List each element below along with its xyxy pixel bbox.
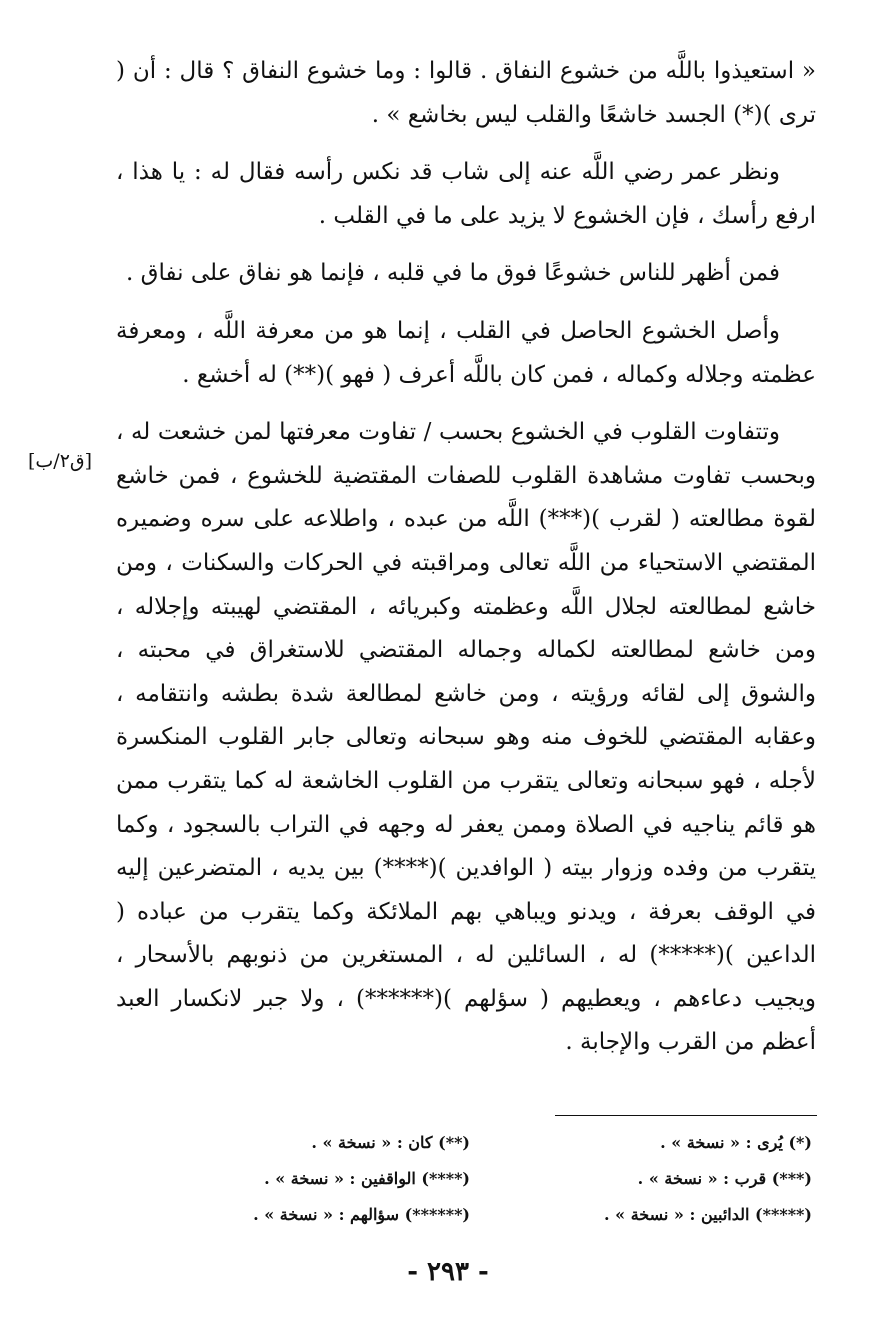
footnote-2 [311, 1132, 470, 1154]
footnote-text: يُرى : « نسخة » . [660, 1133, 783, 1152]
paragraph-1: « استعيذوا باللَّه من خشوع النفاق . قالوا : وما خشوع النفاق ؟ قال : أن ( ترى )(*) الجسد خاشعًا والقلب ليس بخاشع » . [116, 58, 816, 128]
footnote-text: كان : « نسخة » . [311, 1133, 433, 1152]
paragraph-2: ونظر عمر رضي اللَّه عنه إلى شاب قد نكس رأسه فقال له : يا هذا ، ارفع رأسك ، فإن الخشوع لا يزيد على ما في القلب . [116, 159, 816, 229]
page-number: - ٢٩٣ - [407, 1257, 489, 1287]
paragraph-3: فمن أظهر للناس خشوعًا فوق ما في قلبه ، فإنما هو نفاق على نفاق . [126, 260, 780, 287]
footnote-text: الواقفين : « نسخة » . [264, 1169, 416, 1188]
footnote-mark: (**) [438, 1133, 470, 1152]
manuscript-folio-note: [ق٢/ب] [28, 450, 93, 472]
footnote-5 [604, 1204, 812, 1226]
footnote-mark: (******) [404, 1205, 470, 1224]
footnote-text: قرب : « نسخة » . [637, 1169, 767, 1188]
footnote-mark: (****) [421, 1169, 470, 1188]
main-text [116, 50, 816, 1065]
footnote-4 [264, 1168, 470, 1190]
paragraph-5: وتتفاوت القلوب في الخشوع بحسب / تفاوت معرفتها لمن خشعت له ، وبحسب تفاوت مشاهدة القلوب للصفات المقتضية للخشوع ، فمن خاشع لقوة مطالعته ( لقرب )(***) اللَّه من عبده ، واطلاعه على سره وضميره المقتضي الاستحياء من اللَّه تعالى ومراقبته في الحركات والسكنات ، ومن خاشع لمطالعته لجلال اللَّه وعظمته وكبريائه ، المقتضي لهيبته وإجلاله ، ومن خاشع لمطالعته لكماله وجماله المقتضي للاستغراق في محبته ، والشوق إلى لقائه ورؤيته ، ومن خاشع لمطالعة شدة بطشه وانتقامه ، وعقابه المقتضي للخوف منه وهو سبحانه وتعالى جابر القلوب المنكسرة لأجله ، فهو سبحانه وتعالى يتقرب من القلوب الخاشعة له كما يتقرب ممن هو قائم يناجيه في الصلاة وممن يعفر له وجهه في التراب بالسجود ، وكما يتقرب من وفده وزوار بيته ( الوافدين )(****) بين يديه ، المتضرعين إليه في الوقف بعرفة ، ويدنو ويباهي بهم الملائكة وكما يتقرب من عباده ( الداعين )(*****) له ، السائلين له ، المستغرين من ذنوبهم بالأسحار ، ويجيب دعاءهم ، ويعطيهم ( سؤلهم )(******) ، ولا جبر لانكسار العبد أعظم من القرب والإجابة . [116, 419, 816, 1056]
footnote-mark: (*****) [755, 1205, 812, 1224]
footnote-mark: (*) [788, 1133, 812, 1152]
footnote-3 [638, 1168, 812, 1190]
footnote-text: سؤالهم : « نسخة » . [253, 1205, 400, 1224]
footnote-1 [660, 1132, 812, 1154]
footnote-mark: (***) [771, 1169, 812, 1188]
paragraph-4: وأصل الخشوع الحاصل في القلب ، إنما هو من معرفة اللَّه ، ومعرفة عظمته وجلاله وكماله ، فمن كان باللَّه أعرف ( فهو )(**) له أخشع . [116, 317, 816, 388]
footnote-6 [253, 1204, 470, 1226]
footnote-separator [555, 1115, 817, 1116]
footnote-text: الدائبين : « نسخة » . [604, 1205, 750, 1224]
